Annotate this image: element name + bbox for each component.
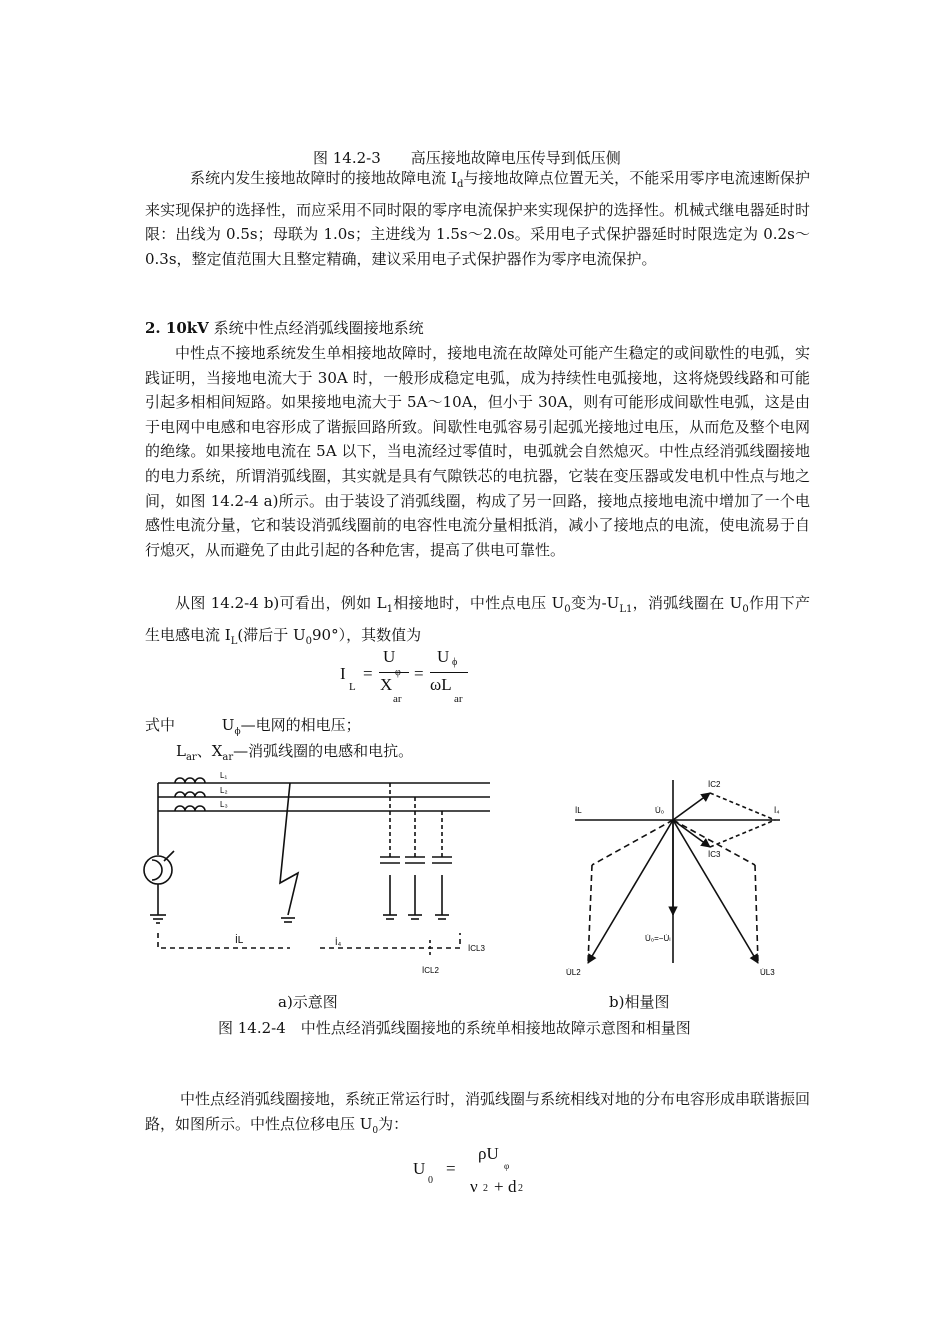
where-l-desc: —消弧线圈的电感和电抗。 (233, 742, 414, 760)
phasor-label-i4: İ₄ (774, 806, 780, 815)
label-icl3: İCL3 (468, 944, 485, 953)
formula2-den: ν (470, 1177, 478, 1196)
figure-14-2-3-caption: 图 14.2-3 高压接地故障电压传导到低压侧 (313, 149, 621, 167)
line-label-l1: L₁ (220, 771, 228, 780)
p3-text-b: 相接地时，中性点电压 U (392, 594, 565, 612)
figure-label-b: b)相量图 (609, 993, 670, 1011)
formula1-den2-sub: ar (454, 693, 463, 705)
formula-inductive-current (330, 645, 480, 705)
phasor-label-u0: U̇₀ (655, 806, 665, 815)
where-sep: 、X (196, 742, 223, 760)
formula2-lhs-sub: 0 (428, 1175, 433, 1186)
p1-sub-d: d (456, 179, 464, 190)
p4-text-a: 中性点经消弧线圈接地，系统正常运行时，消弧线圈与系统相线对地的分布电容形成串联谐振回路，如图所示。中性点位移电压 U (145, 1090, 811, 1133)
p3-sub-f: 0 (305, 635, 312, 647)
formula1-lhs: I (340, 664, 346, 683)
p3-text-a: 从图 14.2-4 b)可看出，例如 L (175, 594, 387, 612)
label-il: İL (235, 935, 244, 946)
p4-text-b: 为： (378, 1114, 409, 1133)
where-l: L (176, 742, 186, 760)
p3-sub-c: L1 (619, 604, 633, 615)
formula1-eq: = (363, 664, 373, 683)
p3-sub-e: L (230, 635, 238, 647)
p3-text-c: 变为-U (570, 594, 620, 612)
formula1-num1: U (383, 647, 396, 666)
ic3-vector (673, 820, 710, 847)
formula2-den2-exp: 2 (518, 1183, 523, 1194)
p3-sub-a: 1 (386, 604, 393, 615)
phasor-label-ic2: İC2 (708, 780, 721, 789)
figure-label-a: a)示意图 (278, 993, 338, 1011)
where-line-2 (176, 740, 413, 763)
phasor-label-ic3: İC3 (708, 850, 721, 859)
p1-text-a: 系统内发生接地故障时的接地故障电流 I (190, 169, 457, 187)
label-icl2: İCL2 (422, 966, 439, 975)
formula2-den2: d (508, 1177, 517, 1196)
formula2-num-sub: φ (504, 1161, 510, 1171)
phasor-label-u-eq: U̇₀=−U̇ₗ (645, 934, 671, 943)
line-label-l3: L₃ (220, 800, 228, 809)
formula2-den-exp: 2 (483, 1183, 488, 1194)
where-l-sub: ar (185, 752, 197, 763)
formula1-lhs-sub: L (349, 681, 356, 693)
formula2-lhs: U (413, 1159, 426, 1178)
arc-coil-symbol (144, 856, 172, 884)
where-u-sub: ϕ (234, 727, 241, 737)
where-label: 式中 (145, 716, 176, 734)
formula2-plus: + (494, 1177, 504, 1196)
fault-lightning (280, 783, 298, 915)
section-heading (145, 317, 424, 338)
phasor-diagram (560, 765, 790, 990)
phasor-label-ul3: U̇L3 (760, 968, 775, 977)
label-i4: İ₄ (335, 937, 342, 947)
section-title: 系统中性点经消弧线圈接地系统 (208, 319, 424, 337)
formula1-fraction-bar-1 (379, 672, 409, 673)
phasor-label-il: İL (575, 806, 582, 815)
where-x-sub: ar (222, 752, 234, 763)
p1-text-b: 与接地故障点位置无关，不能采用零序电流速断保护来实现保护的选择性，而应采用不同时限的零序电流保护来实现保护的选择性。机械式继电器延时时限：出线为 0.5s；母联为 1.0s；主进线为 1.5s～2.0s。采用电子式保护器延时时限选定为 0.2s～0.3s，整定值范围大且整定精确，建议采用电子式保护器作为零序电流保护。 (145, 169, 810, 268)
p3-text-g: 90°），其数值为 (311, 625, 422, 644)
formula1-eq2: = (414, 664, 424, 683)
ic2-vector (673, 793, 710, 820)
p3-sub-d: 0 (742, 604, 749, 615)
p3-text-f: (滞后于 U (237, 625, 306, 644)
paragraph-displacement-voltage (145, 1087, 810, 1143)
p3-text-e: 作用下产生电感电流 I (145, 594, 810, 644)
formula1-num1-sub: φ (395, 667, 401, 678)
formula1-den1: X (380, 675, 393, 694)
formula2-num: ρU (478, 1144, 499, 1163)
where-u-desc: —电网的相电压； (240, 716, 361, 734)
p3-text-d: ，消弧线圈在 U (632, 594, 743, 612)
figure-14-2-4-caption: 图 14.2-4 中性点经消弧线圈接地的系统单相接地故障示意图和相量图 (218, 1019, 691, 1037)
section-number: 2. 10kV (145, 319, 209, 337)
p3-sub-b: 0 (564, 604, 571, 615)
phasor-label-ul2: U̇L2 (566, 968, 581, 977)
paragraph-arc-suppression: 中性点不接地系统发生单相接地故障时，接地电流在故障处可能产生稳定的或间歇性的电弧，实践证明，当接地电流大于 30A 时，一般形成稳定电弧，成为持续性电弧接地，这将烧毁线路和可能引起多相相间短路。如果接地电流大于 5A～10A，但小于 30A，则有可能形成间歇性电弧，这是由于电网中电感和电容形成了谐振回路所致。间歇性电弧容易引起弧光接地过电压，从而危及整个电网的绝缘。如果接地电流在 5A 以下，当电流经过零值时，电弧就会自然熄灭。中性点经消弧线圈接地的电力系统，所谓消弧线圈，其实就是具有气隙铁芯的电抗器，它装在变压器或发电机中性点与地之间，如图 14.2-4 a)所示。由于装设了消弧线圈，构成了另一回路，接地点接地电流中增加了一个电感性电流分量，它和装设消弧线圈前的电容性电流分量相抵消，减小了接地点的电流，使电流易于自行熄灭，从而避免了由此引起的各种危害，提高了供电可靠性。 (145, 344, 810, 559)
paragraph-zero-sequence-protection (145, 166, 810, 271)
ul3-vector (673, 820, 758, 963)
line-label-l2: L₂ (220, 786, 228, 795)
arc-coil-inner (152, 860, 162, 880)
formula-displacement-voltage (408, 1141, 558, 1201)
p4-sub-a: 0 (372, 1125, 379, 1136)
schematic-diagram (140, 765, 510, 990)
formula2-eq: = (446, 1159, 456, 1178)
formula1-num2-sub: ϕ (452, 657, 458, 668)
where-line-1 (145, 714, 361, 737)
formula1-num2: U (437, 647, 450, 666)
where-u: U (221, 716, 235, 734)
formula1-den2: ωL (430, 675, 452, 694)
formula1-den1-sub: ar (393, 693, 402, 705)
formula1-fraction-bar-2 (430, 672, 468, 673)
